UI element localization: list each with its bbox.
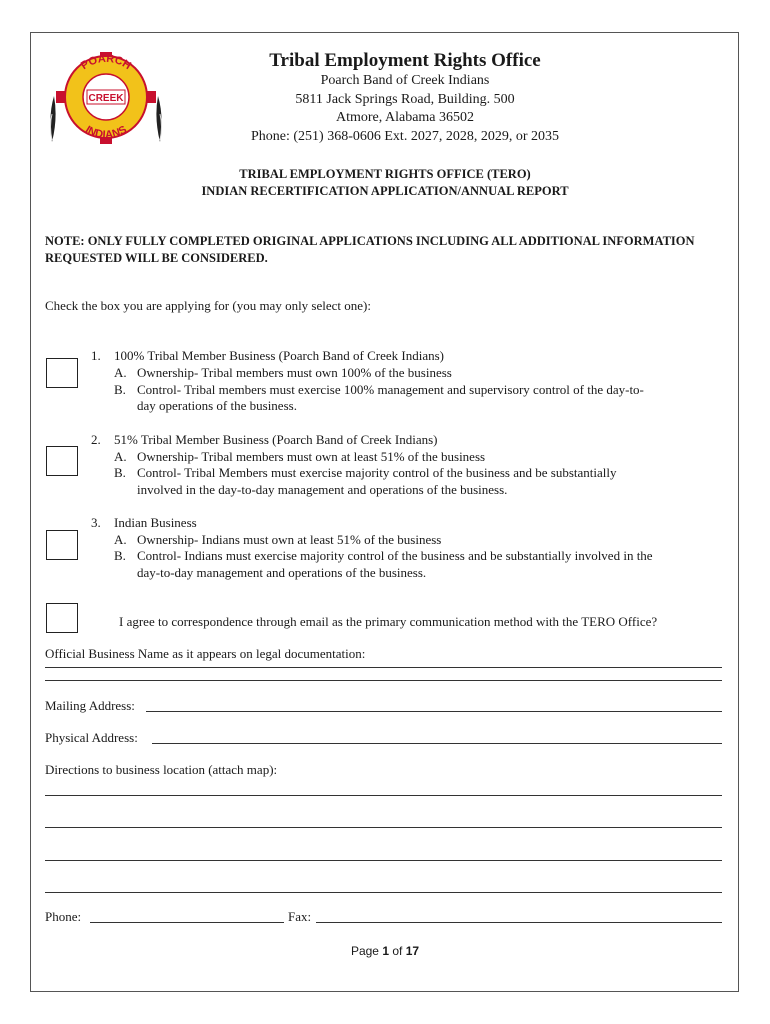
page-word: Page — [350, 944, 379, 958]
directions-field-1[interactable] — [45, 795, 722, 796]
logo-text-creek: CREEK — [88, 93, 124, 104]
fax-field[interactable] — [316, 922, 722, 923]
option-3-checkbox[interactable] — [46, 530, 78, 560]
option-1-title: 100% Tribal Member Business (Poarch Band of Creek Indians) — [114, 348, 445, 363]
page-footer — [0, 944, 770, 958]
mailing-address-field[interactable] — [146, 711, 722, 712]
of-word: of — [392, 944, 403, 958]
fax-label: Fax: — [288, 909, 312, 924]
poarch-creek-logo — [44, 44, 168, 150]
office-phone: Phone: (251) 368-0606 Ext. 2027, 2028, 2029, or 2035 — [251, 128, 559, 144]
option-2-a-text: Ownership- Tribal members must own at least 51% of the business — [137, 448, 486, 464]
option-3-a-letter: A. — [114, 531, 127, 547]
subheading-line-2: INDIAN RECERTIFICATION APPLICATION/ANNUAL REPORT — [201, 184, 569, 198]
option-2-number: 2. — [91, 432, 101, 447]
street-address: 5811 Jack Springs Road, Building. 500 — [295, 91, 515, 107]
option-2-checkbox[interactable] — [46, 446, 78, 476]
directions-label: Directions to business location (attach map): — [45, 762, 278, 777]
directions-field-3[interactable] — [45, 860, 722, 861]
option-3-number: 3. — [91, 515, 101, 530]
city-address: Atmore, Alabama 36502 — [335, 110, 475, 125]
business-name-label: Official Business Name as it appears on legal documentation: — [45, 646, 366, 661]
option-2-b-text-1: Control- Tribal Members must exercise majority control of the business and be substantially — [137, 465, 617, 480]
option-1-b-text-2: day operations of the business. — [137, 398, 297, 413]
logo-text-poarch: POARCH — [78, 52, 134, 73]
option-3-b-text-1: Control- Indians must exercise majority control of the business and be substantially involved in the — [137, 548, 653, 563]
page-number: 1 — [382, 944, 389, 958]
option-2-a-letter: A. — [114, 448, 127, 464]
option-2-title: 51% Tribal Member Business (Poarch Band of Creek Indians) — [114, 432, 438, 447]
option-1-number: 1. — [91, 348, 101, 363]
logo-text-indians: INDIANS — [83, 123, 129, 142]
business-name-field-2[interactable] — [45, 680, 722, 681]
option-3-b-letter: B. — [114, 548, 126, 563]
form-subheading — [100, 166, 670, 200]
note-text: NOTE: ONLY FULLY COMPLETED ORIGINAL APPLICATIONS INCLUDING ALL ADDITIONAL INFORMATION REQUESTED WILL BE CONSIDERED. — [45, 234, 695, 265]
page-total: 17 — [405, 944, 420, 958]
option-2-b-letter: B. — [114, 465, 126, 480]
option-3-title: Indian Business — [114, 515, 197, 530]
page-title: Tribal Employment Rights Office — [269, 50, 541, 71]
subheading-line-1: TRIBAL EMPLOYMENT RIGHTS OFFICE (TERO) — [239, 167, 531, 181]
email-agree-checkbox[interactable] — [46, 603, 78, 633]
option-2-b-text-2: involved in the day-to-day management and operations of the business. — [137, 481, 508, 497]
option-1-a-text: Ownership- Tribal members must own 100% of the business — [137, 365, 452, 380]
instruction-text: Check the box you are applying for (you may only select one): — [45, 298, 371, 313]
option-1-a-letter: A. — [114, 365, 127, 380]
org-name: Poarch Band of Creek Indians — [320, 73, 490, 88]
option-1-checkbox[interactable] — [46, 358, 78, 388]
phone-field[interactable] — [90, 922, 284, 923]
phone-label: Phone: — [45, 909, 82, 924]
business-name-field[interactable] — [45, 667, 722, 668]
directions-field-2[interactable] — [45, 827, 722, 828]
mailing-address-label: Mailing Address: — [45, 698, 135, 713]
option-1-b-letter: B. — [114, 381, 126, 397]
option-3-b-text-2: day-to-day management and operations of the business. — [137, 564, 427, 580]
option-1-b-text-1: Control- Tribal members must exercise 100% management and supervisory control of the day-to- — [137, 381, 644, 397]
physical-address-field[interactable] — [152, 743, 722, 744]
physical-address-label: Physical Address: — [45, 730, 138, 745]
option-3-a-text: Ownership- Indians must own at least 51% of the business — [137, 531, 442, 547]
directions-field-4[interactable] — [45, 892, 722, 893]
email-agree-text: I agree to correspondence through email as the primary communication method with the TERO Office? — [119, 614, 658, 629]
